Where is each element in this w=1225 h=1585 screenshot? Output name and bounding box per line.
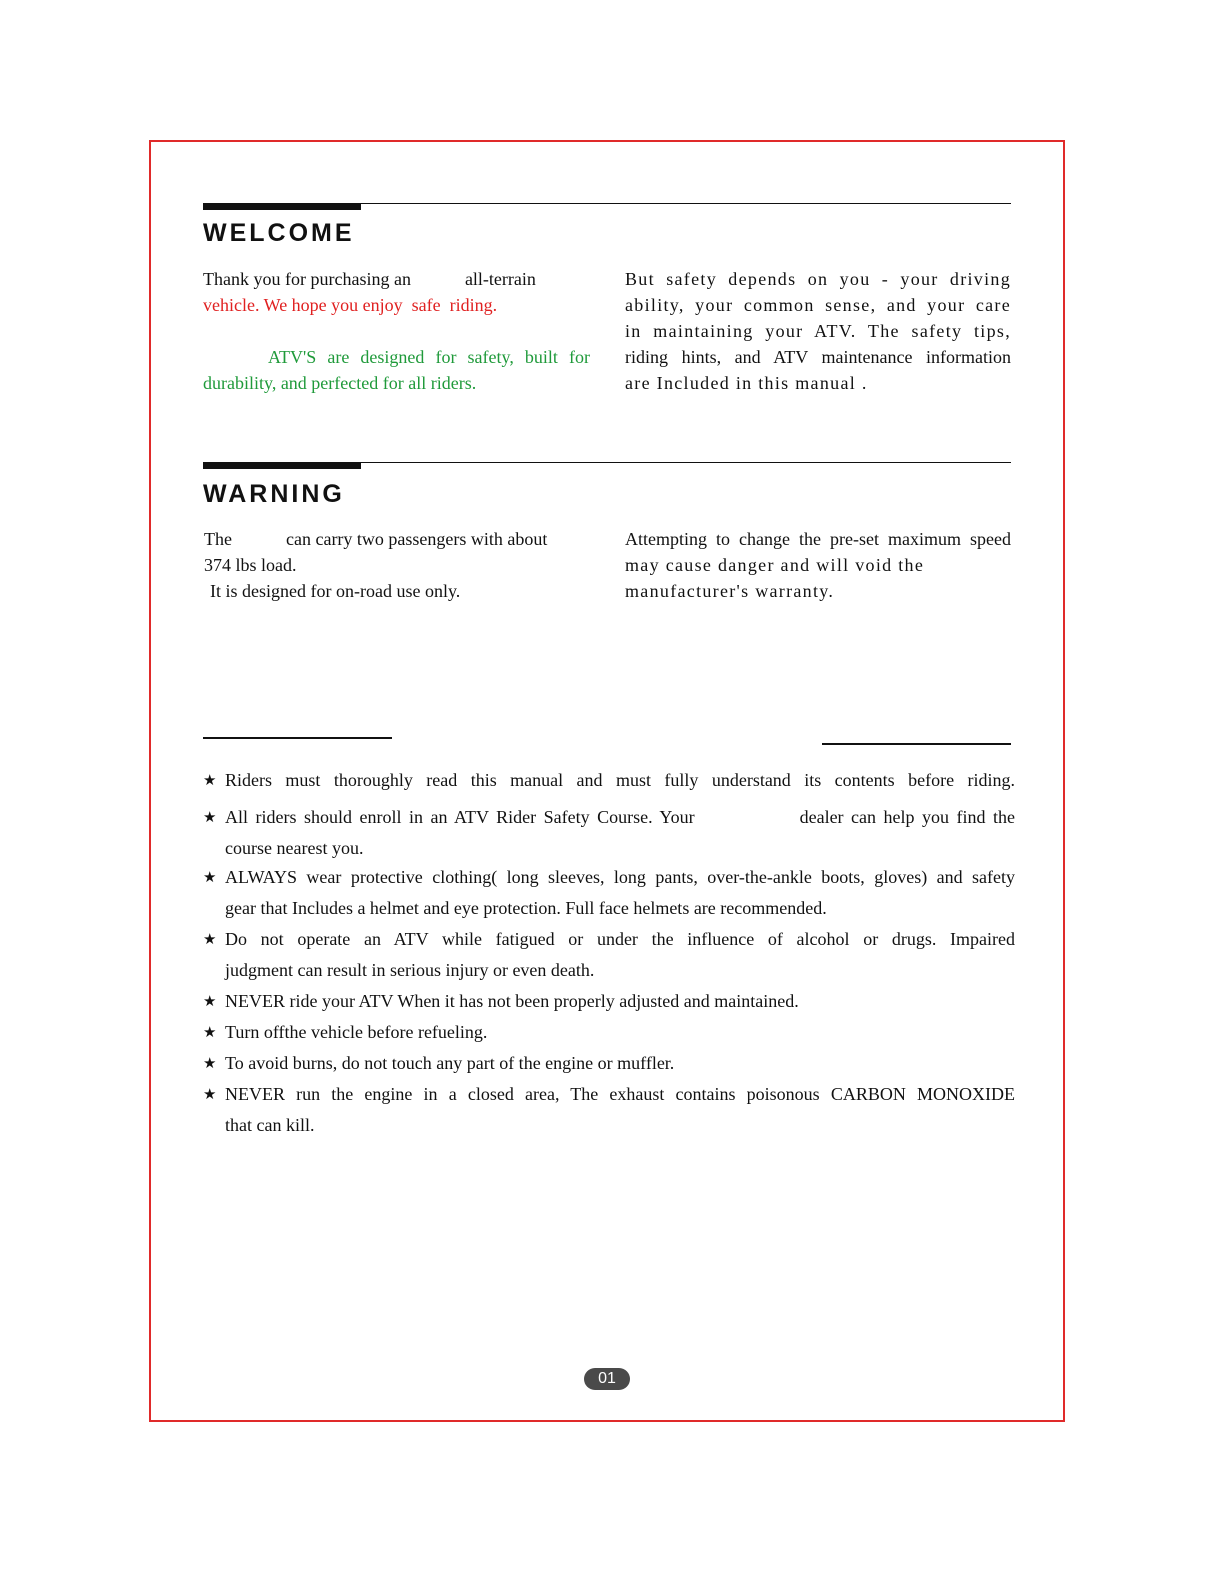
warning-right-line-2: may cause danger and will void the [625, 555, 925, 575]
safety-item-line: that can kill. [225, 1115, 315, 1135]
star-icon: ★ [203, 771, 217, 789]
warning-right-line-3: manufacturer's warranty. [625, 581, 835, 601]
safety-item-line: Riders must thoroughly read this manual and must fully understand its contents before riding. [225, 770, 1015, 790]
safety-list [203, 765, 1015, 1141]
welcome-right-line-4: riding hints, and ATV maintenance information [625, 347, 1011, 367]
safety-item [203, 765, 1015, 796]
safety-item [203, 986, 1015, 1017]
welcome-left-line-1: Thank you for purchasing an all-terrain [203, 269, 536, 289]
safety-item [203, 1079, 1015, 1141]
welcome-right-line-2: ability, your common sense, and your care [625, 295, 1011, 315]
warning-heading-bar [203, 462, 361, 469]
safety-item-line: To avoid burns, do not touch any part of the engine or muffler. [225, 1053, 675, 1073]
welcome-left-line-4: durability, and perfected for all riders. [203, 373, 477, 393]
welcome-left-line-2: vehicle. We hope you enjoy safe riding. [203, 295, 498, 315]
safety-item [203, 924, 1015, 986]
safety-item-line: Do not operate an ATV while fatigued or under the influence of alcohol or drugs. Impaired [225, 929, 1015, 949]
star-icon: ★ [203, 1023, 217, 1041]
safety-item [203, 862, 1015, 924]
warning-left-line-1: The can carry two passengers with about [204, 529, 548, 549]
safety-item-line: gear that Includes a helmet and eye protection. Full face helmets are recommended. [225, 898, 827, 918]
safety-rule-left [203, 737, 392, 739]
welcome-right-line-1: But safety depends on you - your driving [625, 269, 1011, 289]
safety-item-line: judgment can result in serious injury or even death. [225, 960, 595, 980]
star-icon: ★ [203, 1085, 217, 1103]
welcome-right-line-3: in maintaining your ATV. The safety tips, [625, 321, 1011, 341]
safety-item-line: All riders should enroll in an ATV Rider Safety Course. Your dealer can help you find the [225, 807, 1015, 827]
warning-right-column [625, 526, 1011, 604]
welcome-heading-bar [203, 203, 361, 210]
page-number: 01 [584, 1368, 630, 1390]
safety-item-line: Turn offthe vehicle before refueling. [225, 1022, 488, 1042]
safety-item-line: NEVER run the engine in a closed area, The exhaust contains poisonous CARBON MONOXIDE [225, 1084, 1015, 1104]
star-icon: ★ [203, 992, 217, 1010]
star-icon: ★ [203, 808, 217, 826]
safety-item-line: course nearest you. [225, 838, 364, 858]
welcome-right-line-5: are Included in this manual . [625, 373, 868, 393]
welcome-left-column [203, 266, 590, 396]
warning-right-line-1: Attempting to change the pre-set maximum speed [625, 529, 1011, 549]
safety-item [203, 1017, 1015, 1048]
warning-heading: WARNING [203, 480, 345, 508]
welcome-left-line-3: ATV'S are designed for safety, built for [268, 347, 590, 367]
warning-left-line-3: It is designed for on-road use only. [210, 581, 461, 601]
warning-left-column [204, 526, 592, 604]
safety-item-line: NEVER ride your ATV When it has not been properly adjusted and maintained. [225, 991, 799, 1011]
star-icon: ★ [203, 1054, 217, 1072]
welcome-right-column [625, 266, 1011, 396]
welcome-heading: WELCOME [203, 219, 355, 247]
welcome-left-blank [203, 318, 590, 344]
star-icon: ★ [203, 930, 217, 948]
safety-rule-right [822, 743, 1011, 745]
safety-item [203, 1048, 1015, 1079]
safety-item [203, 802, 1015, 864]
star-icon: ★ [203, 868, 217, 886]
safety-item-line: ALWAYS wear protective clothing( long sleeves, long pants, over-the-ankle boots, gloves) and safety [225, 867, 1015, 887]
warning-left-line-2: 374 lbs load. [204, 555, 297, 575]
